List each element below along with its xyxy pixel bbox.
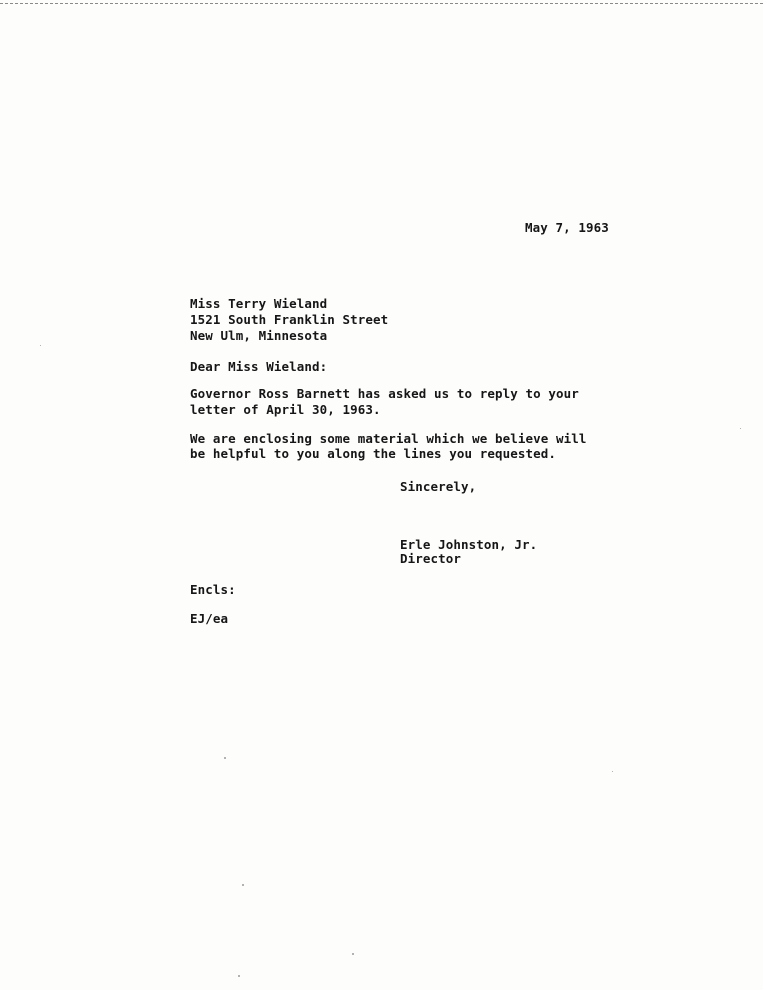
page-top-edge [0, 3, 763, 4]
body-paragraph-2-line-2: be helpful to you along the lines you requested. [190, 446, 557, 461]
letter-date: May 7, 1963 [525, 220, 609, 235]
recipient-street: 1521 South Franklin Street [190, 312, 389, 327]
reference-initials: EJ/ea [190, 611, 229, 626]
body-paragraph-1-line-2: letter of April 30, 1963. [190, 402, 381, 417]
scan-speck [40, 345, 41, 346]
scan-speck [242, 884, 244, 886]
scan-speck [352, 953, 354, 955]
scan-speck [224, 757, 226, 759]
signer-title: Director [400, 551, 462, 566]
scan-speck [740, 428, 741, 429]
closing: Sincerely, [400, 479, 477, 494]
recipient-name: Miss Terry Wieland [190, 296, 328, 311]
recipient-city: New Ulm, Minnesota [190, 328, 328, 343]
salutation: Dear Miss Wieland: [190, 359, 328, 374]
signer-name: Erle Johnston, Jr. [400, 537, 538, 552]
body-paragraph-2-line-1: We are enclosing some material which we believe will [190, 431, 587, 446]
enclosures-note: Encls: [190, 582, 236, 597]
scan-speck [238, 975, 240, 977]
scan-speck [612, 771, 613, 772]
body-paragraph-1-line-1: Governor Ross Barnett has asked us to reply to your [190, 386, 579, 401]
